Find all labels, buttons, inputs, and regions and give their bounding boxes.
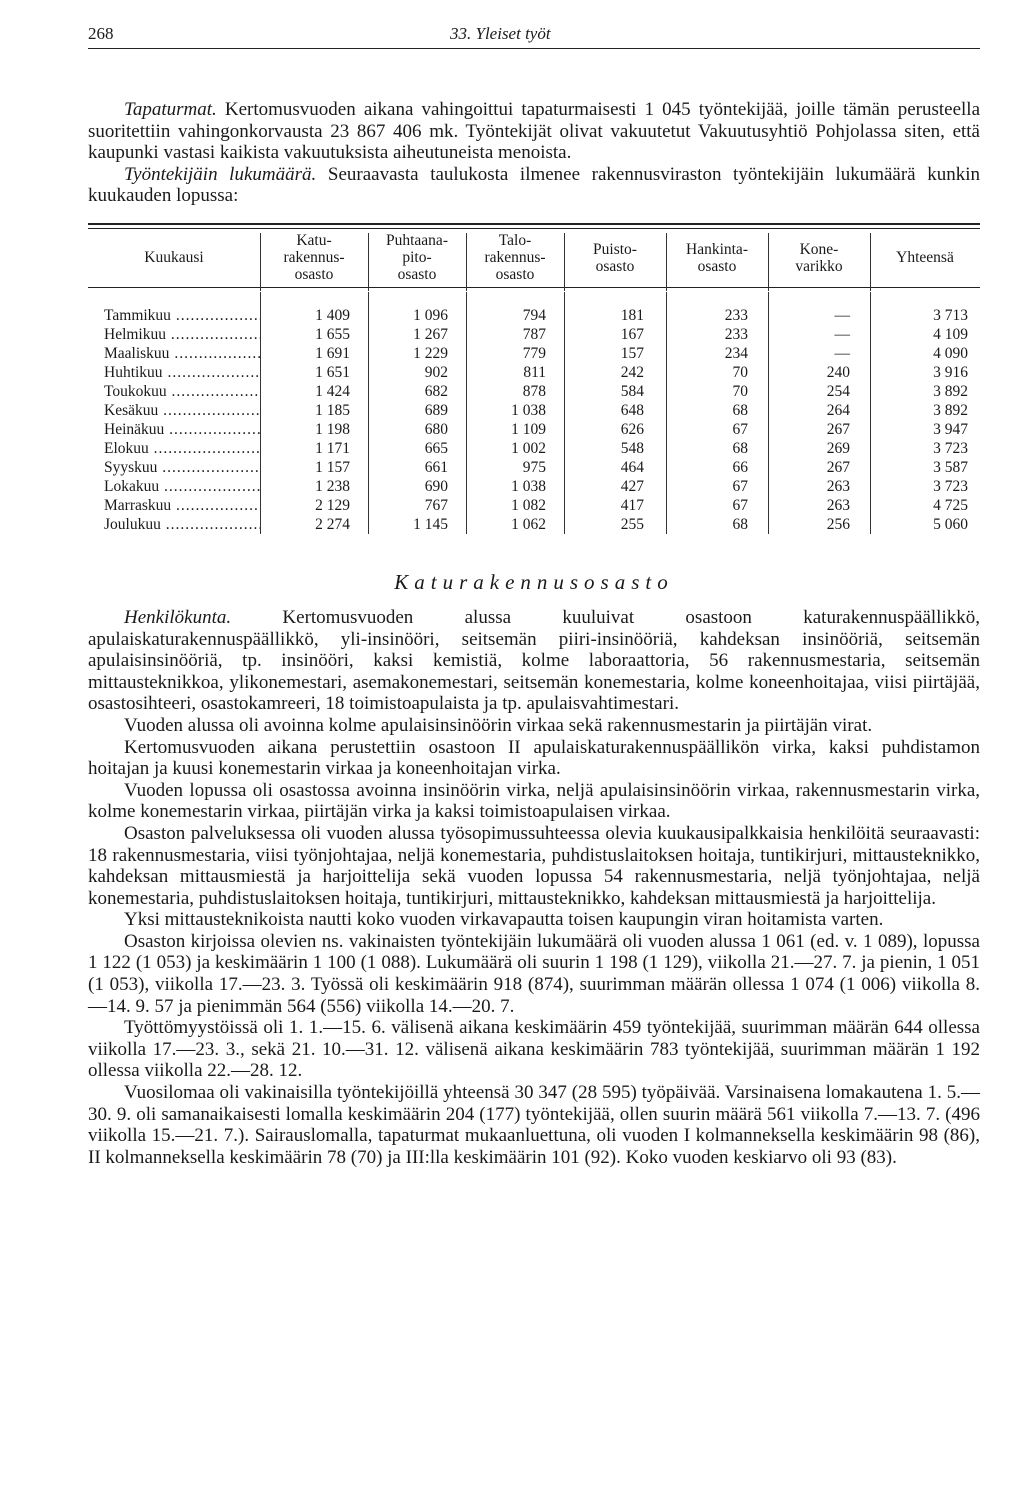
table-body [88,288,980,534]
month-label: Marraskuu ..... [104,496,260,515]
paragraph-text: Kertomusvuoden alussa kuuluivat osastoon katurakennuspäällikkö, apulaiskaturakennuspäällikkö, yli-insinööri, seitsemän piiri-insinööriä, kahdeksan insinööriä, seitsemän apulaisinsinööriä, tp. insinööri, kaksi kemistiä, kolme laboraattoria, 56 rakennusmestaria, seitsemän mittausteknikkoa, ylikonemestari, asemakonemestari, seitsemän konemestaria, kolme koneenhoitajaa, viisi piirtäjää, osastosihteeri, osastokamreeri, 18 toimistoapulaista ja tp. apulaisvahtimestari. [88,606,980,715]
table-cell: 234 [724,344,748,362]
accidents-paragraph [88,99,980,164]
table-cell: 811 [523,363,546,381]
hdr-cleaning: Puhtaana- pito- osasto [386,232,448,284]
month-label: Syyskuu ..... [104,458,260,477]
paragraph-text: Osaston kirjoissa olevien ns. vakinaisten työntekijäin lukumäärä oli vuoden alussa 1 061 (ed. v. 1 089), lopussa 1 122 (1 053) ja keskimäärin 1 100 (1 088). Lukumäärä oli suurin 1 198 (1 129), viikolla 21.—27. 7. ja pienin, 1 051 (1 053), viikolla 17.—23. 3. Työssä oli keskimäärin 918 (874), suurimman määrän ollessa 1 074 (1 006) viikolla 8.—14. 9. 57 ja pienimmän 564 (556) viikolla 14.—20. 7. [88,930,980,1017]
table-cell: 3 892 [933,401,968,419]
table-cell: 1 171 [315,439,350,457]
workers-table [88,223,980,534]
table-cell: 1 651 [315,363,350,381]
table-cell: 254 [826,382,850,400]
table-cell: 1 198 [315,420,350,438]
table-cell: 787 [522,325,546,343]
hdr-machine: Kone- varikko [795,240,843,275]
table-cell: 67 [732,420,748,438]
table-row [88,477,980,496]
month-label: Kesäkuu ..... [104,401,260,420]
table-cell: 70 [732,363,748,381]
header-divider [870,233,871,291]
month-label: Helmikuu ..... [104,325,260,344]
section-paragraph [88,1017,980,1082]
table-cell: — [834,344,850,362]
table-cell: 157 [620,344,644,362]
paragraph-text: Vuoden lopussa oli osastossa avoinna insinöörin virka, neljä apulaisinsinöörin virkaa, rakennusmestarin virka, kolme konemestarin virkaa, piirtäjän virka ja kaksi toimistoapulaisen virkaa. [88,779,980,823]
hdr-total: Yhteensä [896,249,954,267]
table-cell: 3 723 [933,477,968,495]
section-paragraph [88,780,980,823]
table-row [88,306,980,325]
month-label: Toukokuu ..... [104,382,260,401]
table-cell: 902 [424,363,448,381]
paragraph-text: Osaston palveluksessa oli vuoden alussa työsopimussuhteessa olevia kuukausipalkkaisia henkilöitä seuraavasti: 18 rakennusmestaria, viisi työnjohtajaa, neljä konemestaria, puhdistuslaitoksen hoitaja, tuntikirjuri, mittausteknikko, kahdeksan mittausmiestä ja harjoittelija sekä vuoden lopussa 54 rakennusmestaria, neljä työnjohtajaa, neljä konemestaria, puhdistuslaitoksen hoitaja, tuntikirjuri, mittausteknikko, kahdeksan mittausmiestä ja harjoittelija. [88,822,980,909]
paragraph-lead: Henkilökunta. [124,606,232,628]
accidents-text: Kertomusvuoden aikana vahingoittui tapaturmaisesti 1 045 työntekijää, joille tämän perusteella suoritettiin vahingonkorvausta 23 867 406 mk. Työntekijät olivat vakuutetut Vakuutusyhtiö Pohjolassa siten, että kaupunki vastasi kaikista vakuutuksista aiheutuneista menoista. [88,99,980,164]
page-number: 268 [88,24,114,43]
table-row [88,420,980,439]
document-page [88,18,980,1168]
table-cell: 690 [424,477,448,495]
month-label: Joulukuu ..... [104,515,260,534]
table-cell: 1 229 [413,344,448,362]
table-cell: 242 [620,363,644,381]
table-cell: 767 [424,496,448,514]
table-cell: 67 [732,477,748,495]
table-cell: 256 [826,515,850,533]
table-cell: 548 [620,439,644,457]
table-cell: 779 [522,344,546,362]
table-row [88,496,980,515]
table-row [88,344,980,363]
workers-count-text: Seuraavasta taulukosta ilmenee rakennusviraston työntekijäin lukumäärä kunkin kuukauden lopussa: [88,163,980,207]
table-cell: 680 [424,420,448,438]
accidents-lead: Tapaturmat. [124,99,217,120]
table-row [88,515,980,534]
month-label: Tammikuu ..... [104,306,260,325]
table-cell: 2 274 [315,515,350,533]
header-divider [768,233,769,291]
table-cell: 878 [522,382,546,400]
paragraph-text: Vuosilomaa oli vakinaisilla työntekijöillä yhteensä 30 347 (28 595) työpäivää. Varsinaisena lomakautena 1. 5.—30. 9. oli samanaikaisesti lomalla keskimäärin 204 (177) työntekijää, ollen suurin määrä 561 viikolla 7.—13. 7. (496 viikolla 15.—21. 7.). Sairauslomalla, tapaturmat mukaanluettuna, oli vuoden I kolmanneksella keskimäärin 98 (86), II kolmanneksella keskimäärin 78 (70) ja III:lla keskimäärin 101 (92). Koko vuoden keskiarvo oli 93 (83). [88,1082,980,1168]
table-cell: 1 157 [315,458,350,476]
table-cell: 1 062 [511,515,546,533]
table-cell: 427 [620,477,644,495]
table-cell: 4 090 [933,344,968,362]
table-row [88,325,980,344]
table-cell: 240 [826,363,850,381]
hdr-procurement: Hankinta- osasto [686,240,748,275]
paragraph-text: Kertomusvuoden aikana perustettiin osastoon II apulaiskaturakennuspäällikön virka, kaksi puhdistamon hoitajan ja kuusi konemestarin virkaa ja koneenhoitajan virka. [88,736,980,780]
table-cell: 269 [826,439,850,457]
table-cell: 255 [620,515,644,533]
table-cell: 233 [724,306,748,324]
hdr-building: Talo- rakennus- osasto [484,232,546,284]
table-cell: 1 082 [511,496,546,514]
table-cell: 1 185 [315,401,350,419]
table-cell: — [834,306,850,324]
section-paragraphs [88,607,980,1168]
table-cell: 264 [826,401,850,419]
table-header [88,229,980,287]
month-label: Elokuu ..... [104,439,260,458]
table-cell: 66 [732,458,748,476]
table-cell: 661 [424,458,448,476]
table-cell: 1 267 [413,325,448,343]
table-cell: 67 [732,496,748,514]
table-cell: 70 [732,382,748,400]
table-cell: 1 002 [511,439,546,457]
table-cell: 3 947 [933,420,968,438]
section-paragraph [88,715,980,737]
table-cell: 682 [424,382,448,400]
table-row [88,382,980,401]
table-cell: 267 [826,458,850,476]
table-cell: 584 [620,382,644,400]
table-cell: 1 038 [511,477,546,495]
table-cell: 3 587 [933,458,968,476]
table-cell: 626 [620,420,644,438]
table-cell: 267 [826,420,850,438]
hdr-park: Puisto- osasto [593,240,637,275]
workers-count-paragraph [88,164,980,207]
table-cell: 1 038 [511,401,546,419]
hdr-street: Katu- rakennus- osasto [283,232,345,284]
table-cell: 233 [724,325,748,343]
table-cell: 648 [620,401,644,419]
table-cell: 464 [620,458,644,476]
table-cell: 181 [620,306,644,324]
paragraph-text: Vuoden alussa oli avoinna kolme apulaisinsinöörin virkaa sekä rakennusmestarin ja piirtäjän virat. [124,714,873,736]
table-cell: 3 723 [933,439,968,457]
table-cell: 2 129 [315,496,350,514]
table-cell: 263 [826,477,850,495]
header-divider [564,233,565,291]
section-paragraph [88,1082,980,1168]
header-divider [260,233,261,291]
table-row [88,363,980,382]
table-row [88,439,980,458]
table-cell: 975 [522,458,546,476]
table-cell: 5 060 [933,515,968,533]
table-cell: 1 409 [315,306,350,324]
running-title: 33. Yleiset työt [450,24,551,43]
table-cell: 3 916 [933,363,968,381]
table-cell: 1 424 [315,382,350,400]
table-cell: 68 [732,439,748,457]
table-cell: 1 096 [413,306,448,324]
paragraph-text: Työttömyystöissä oli 1. 1.—15. 6. välisenä aikana keskimäärin 459 työntekijää, suurimman määrän 644 ollessa viikolla 17.—23. 3., sekä 21. 10.—31. 12. välisenä aikana keskimäärin 783 työntekijää, suurimman määrän 1 192 ollessa viikolla 22.—28. 12. [88,1017,980,1082]
section-paragraph [88,737,980,780]
table-cell: 68 [732,401,748,419]
section-paragraph [88,607,980,715]
table-cell: 4 109 [933,325,968,343]
table-row [88,458,980,477]
header-divider [368,233,369,291]
table-cell: 417 [620,496,644,514]
table-cell: 794 [522,306,546,324]
running-head [88,18,980,49]
table-cell: 68 [732,515,748,533]
hdr-month: Kuukausi [144,249,204,267]
section-paragraph [88,823,980,909]
month-label: Heinäkuu ..... [104,420,260,439]
table-cell: 263 [826,496,850,514]
table-cell: 1 691 [315,344,350,362]
table-cell: 1 109 [511,420,546,438]
month-label: Lokakuu ..... [104,477,260,496]
table-cell: 3 713 [933,306,968,324]
month-label: Maaliskuu ..... [104,344,260,363]
table-cell: 167 [620,325,644,343]
header-divider [666,233,667,291]
section-paragraph [88,931,980,1017]
table-cell: 665 [424,439,448,457]
table-cell: 3 892 [933,382,968,400]
table-cell: 4 725 [933,496,968,514]
header-divider [466,233,467,291]
table-top-rule [88,223,980,225]
table-cell: 1 145 [413,515,448,533]
table-cell: 1 238 [315,477,350,495]
table-cell: 1 655 [315,325,350,343]
table-cell: — [834,325,850,343]
section-paragraph [88,909,980,931]
table-cell: 689 [424,401,448,419]
section-title: Katurakennusosasto [394,569,674,594]
paragraph-text: Yksi mittausteknikoista nautti koko vuoden virkavapautta toisen kaupungin viran hoitamista varten. [124,909,884,931]
month-label: Huhtikuu ..... [104,363,260,382]
workers-count-lead: Työntekijäin lukumäärä. [124,163,317,185]
table-row [88,401,980,420]
